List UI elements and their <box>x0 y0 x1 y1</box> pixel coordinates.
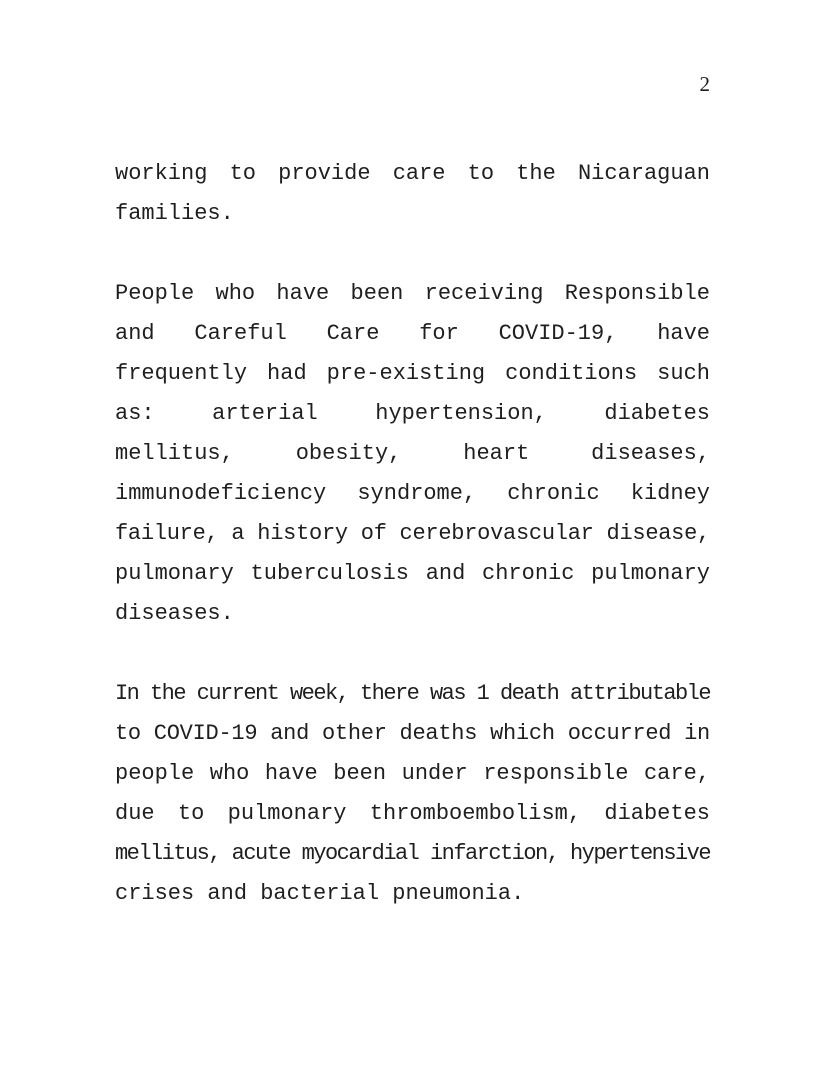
page-number: 2 <box>699 72 710 96</box>
text-line: failure, a history of cerebrovascular disease, <box>115 521 710 546</box>
text-line: pulmonary tuberculosis and chronic pulmonary <box>115 561 710 586</box>
text-line: immunodeficiency syndrome, chronic kidney <box>115 481 710 506</box>
text-line: frequently had pre-existing conditions such <box>115 361 710 386</box>
text-line: People who have been receiving Responsible <box>115 281 710 306</box>
text-line: families. <box>115 201 234 226</box>
paragraph <box>115 674 710 914</box>
text-line: diseases. <box>115 601 234 626</box>
text-line: mellitus, obesity, heart diseases, <box>115 441 710 466</box>
text-line: working to provide care to the Nicaraguan <box>115 161 710 186</box>
text-line: crises and bacterial pneumonia. <box>115 881 525 906</box>
text-line: to COVID-19 and other deaths which occurred in <box>115 721 710 746</box>
paragraph <box>115 154 710 234</box>
text-line: people who have been under responsible care, <box>115 761 710 786</box>
text-line: as: arterial hypertension, diabetes <box>115 401 710 426</box>
text-line: and Careful Care for COVID-19, have <box>115 321 710 346</box>
paragraph <box>115 274 710 634</box>
text-line: In the current week, there was 1 death attributable <box>115 681 710 706</box>
document-body <box>115 154 710 954</box>
text-line: due to pulmonary thromboembolism, diabetes <box>115 801 710 826</box>
text-line: mellitus, acute myocardial infarction, hypertensive <box>115 841 710 866</box>
